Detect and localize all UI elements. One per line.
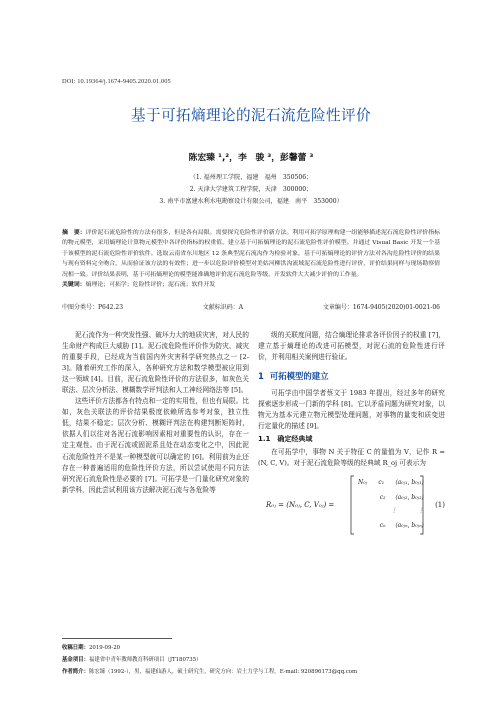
matrix-cell: ⋮ (418, 506, 424, 514)
footnote-author (62, 667, 440, 675)
matrix-cell: c₁ (378, 478, 385, 486)
footnote-divider (62, 638, 172, 639)
matrix-row (358, 477, 424, 488)
matrix-cell: ⟨a₀ⱼ₁, b₀ⱼ₁⟩ (395, 478, 424, 486)
equation-lhs: R₀ⱼ = (N₀ⱼ, C, V₀ⱼ) = (266, 500, 335, 509)
clc-number: 中图分类号：P642.23 (62, 304, 124, 311)
article-number: 文章编号：1674-9405(2020)01-0021-06 (322, 304, 440, 311)
matrix-row (358, 520, 424, 531)
doi-line: DOI: 10.19364/j.1674-9405.2020.01.005 (62, 78, 171, 85)
footnote-received (62, 643, 440, 651)
equation-matrix (350, 474, 424, 536)
abstract-block (62, 228, 440, 290)
section-title: 可拓模型的建立 (269, 371, 329, 382)
paper-title: 基于可拓熵理论的泥石流危险性评价 (131, 107, 371, 124)
keywords-line (62, 280, 440, 290)
received-label: 收稿日期： (62, 645, 89, 651)
matrix-row (358, 492, 424, 503)
keywords-label: 关键词： (62, 282, 86, 289)
matrix-cell (358, 520, 370, 531)
fund-text: 福建省中青年教师教育科研项目（JT180735） (88, 657, 202, 663)
equation-1 (258, 474, 445, 538)
matrix-cell: cₙ (379, 521, 386, 529)
equation-number: (1) (435, 500, 445, 509)
keywords-text: 熵理论；可拓学；危险性评价；泥石流；软件开发 (85, 282, 216, 289)
left-column (62, 330, 249, 496)
matrix-cell: ⟨a₀ⱼ₂, b₀ⱼ₂⟩ (395, 493, 424, 501)
matrix-cell: N₀ⱼ (358, 478, 368, 486)
received-date: 2019-09-20 (88, 645, 121, 651)
author-list: 陈宏臻 ¹,²，李 骏 ³，彭馨蕾 ³ (188, 153, 314, 163)
matrix-cell: ⟨a₀ⱼₙ, b₀ⱼₙ⟩ (395, 521, 424, 529)
right-column (258, 330, 445, 538)
abstract-label: 摘 要： (62, 230, 86, 236)
subsection-heading: 1.1 确定经典域 (258, 435, 313, 444)
section-number: 1 (258, 371, 264, 382)
body-paragraph: 级的关联度问题，结合熵理论排求各评价因子的权重 [7]，建立基于熵理论的改进可拓模型，对泥石流的危险性进行评价，并利用相关案例进行验证。 (258, 331, 445, 362)
classification-line (62, 302, 440, 311)
author-bio-text: 陈宏臻（1992-），男，福建仙游人，硕士研究生，研究方向：岩土力学与工程。E-mail: 920896173@qq.com (88, 669, 358, 675)
matrix-cell (358, 492, 370, 503)
matrix-row (358, 505, 424, 516)
section-heading (258, 371, 445, 382)
matrix-cell: c₂ (379, 493, 386, 501)
author-bio-label: 作者简介： (62, 669, 89, 675)
body-paragraph: 泥石流作为一种突发性强、破坏力大的地质灾害，对人民的生命财产构成巨大威胁 [1]。泥石流危险性评价作为防灾、减灾的重要手段，已经成为当前国内外灾害科学研究热点之一 [2-3]。随着研究工作的深入，各种研究方法和数学模型被应用到这一领域 [4]。目前，泥石流危险性评价的方法很多，如灰色关联法、层次分析法、模糊数学评判法和人工神经网络法等 [5]。 (62, 331, 249, 395)
affiliation-1: （1. 福州理工学院，福建 福州 350506； (189, 174, 313, 181)
affiliation-2: 2. 天津大学建筑工程学院，天津 300000； (189, 186, 313, 193)
body-paragraph: 可拓学由中国学者蔡文于 1983 年提出，经过多年的研究探索逐步形成一门新的学科 [8]。它以矛盾问题为研究对象，以物元为基本元建立物元模型处理问题，对事物的量变和质变进行定量化的描述 [9]。 (258, 389, 445, 431)
document-code: 文献标识码：A (202, 304, 244, 311)
fund-label: 基金项目： (62, 657, 89, 663)
abstract-text: 评价泥石流危险性的方法有很多，但是各有局限。需要探究危险性评价新方法。利用可拓学原理构建一组能够描述泥石流危险性评价指标的物元模型，采用熵理论计算物元模型中各评价指标的权重值，建立基于可拓熵理论的泥石流危险性评价模型。并通过 Visual Basic 开发一个基于该模型的泥石流危险性评价软件。选取云南省东川地区 12 条典型泥石流沟作为检验对象，基于可拓熵理论的评价方法对各沟危险性评价的结果与现有资料完全吻合，从而验证该方法的有效性；进一步以危险评价模型对美姑河柳洪沟流域泥石流危险性进行评价，评价结果同样与现场勘察情况相一致。评价结果表明，基于可拓熵理论的模型能准确地评价泥石流危险等级，开发软件大大减少评价的工作量。 (62, 230, 441, 278)
matrix-cell (358, 505, 370, 516)
body-paragraph: 这些评价方法都各有特点和一定的实用性，但也有局限。比如，灰色关联法的评价结果极度依赖所选参考对象，独立性低，结果不稳定；层次分析、模糊评判法在构建判断矩阵时，依据人们以往对各泥石流影响因素相对重要性的认识，存在一定主观性。由于泥石流或固泥系且处在动态变化之中，因此泥石流危险性并不是某一种模型就可以确定的 [6]。利用前为止还存在一种普遍适用的危险性评价方法，所以尝试使用不同方法研究泥石流危险性是必要的 [7]。可拓学是一门量化研究对象的新学科，因此尝试利用该方法解决泥石流与各危险等 (62, 397, 249, 494)
affiliation-3: 3. 南平市富建水利水电勘察设计有限公司，福建 南平 353000） (159, 198, 343, 205)
footnote-fund (62, 655, 440, 663)
body-paragraph: 在可拓学中，事物 N 关于特征 C 的量值为 V，记作 R = (N, C, V)。对于泥石流危险等级的经典域 R_oj 可表示为 (258, 448, 445, 468)
matrix-cell: ⋮ (391, 506, 397, 514)
